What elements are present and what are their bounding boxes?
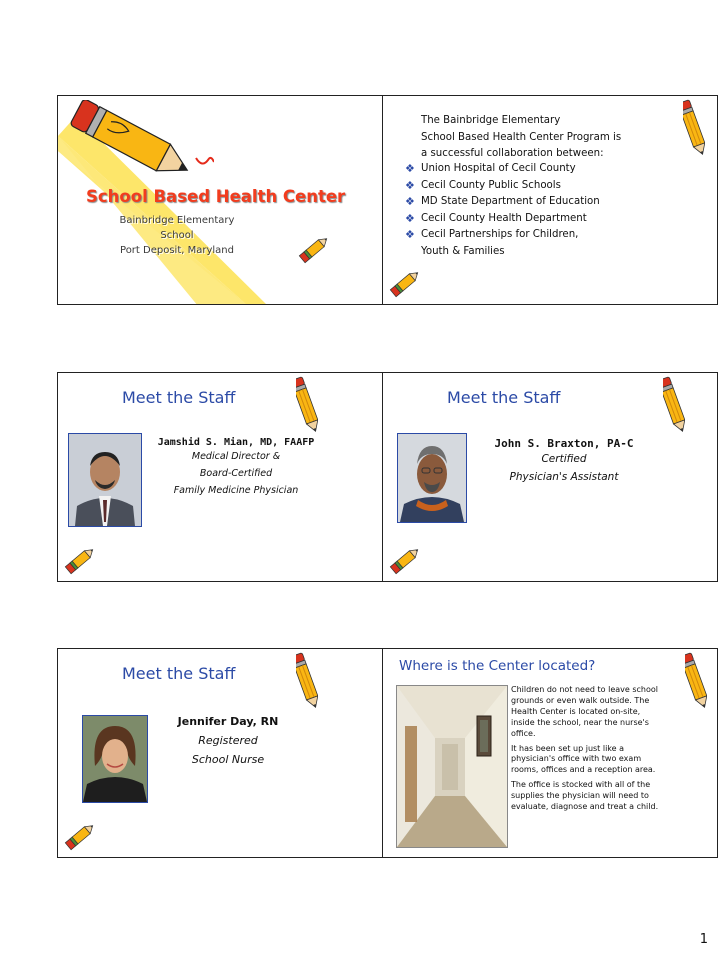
staff-role: Medical Director &: [191, 451, 281, 462]
staff-photo-nurse: [82, 715, 148, 803]
big-pencil-icon: [64, 100, 214, 178]
slide-staff-pa: [382, 372, 718, 582]
staff-info-physician: [150, 437, 322, 499]
paragraph: It has been set up just like a physician's office with two exam rooms, offices and a reception area.: [511, 743, 656, 775]
location-text: [511, 685, 661, 817]
slide-location: [382, 648, 718, 858]
staff-name: John S. Braxton, PA-C: [494, 437, 634, 450]
small-pencil-icon: [294, 230, 334, 270]
diamond-bullet-icon: ❖: [405, 195, 415, 209]
slide-collaboration: [382, 95, 718, 305]
intro-text: [421, 113, 661, 163]
small-pencil-icon: [385, 264, 425, 304]
intro-line: School Based Health Center Program is: [421, 131, 622, 143]
subtitle-school: Bainbridge Elementary School: [119, 215, 235, 241]
staff-role: Registered: [198, 734, 258, 747]
intro-line: The Bainbridge Elementary: [421, 115, 561, 126]
partner-list: [405, 161, 665, 261]
person-icon: [83, 716, 147, 802]
small-pencil-icon: [60, 541, 100, 581]
pencil-icon: [296, 375, 318, 439]
hallway-photo: [396, 685, 508, 848]
list-item: Youth & Families: [421, 245, 505, 257]
small-pencil-icon: [385, 541, 425, 581]
slide1-title: School Based Health Center: [86, 187, 346, 206]
staff-name: Jennifer Day, RN: [177, 715, 279, 728]
slide-staff-nurse: [57, 648, 393, 858]
diamond-bullet-icon: ❖: [405, 162, 415, 175]
paragraph: Children do not need to leave school grounds or even walk outside. The Health Center is located on-site, inside the school, near the nurse's office.: [511, 685, 658, 738]
slide6-title: Where is the Center located?: [399, 658, 596, 674]
pencil-icon: [685, 651, 707, 715]
slide-title: [57, 95, 393, 305]
list-item: ❖ Union Hospital of Cecil County: [405, 161, 665, 178]
list-item: ❖ Cecil County Health Department: [405, 211, 665, 228]
hallway-image-icon: [397, 686, 507, 847]
intro-line: a successful collaboration between:: [421, 148, 604, 159]
pencil-icon: [296, 651, 318, 715]
list-item: ❖ Cecil Partnerships for Children,: [405, 227, 665, 244]
staff-info-nurse: [168, 713, 288, 769]
pencil-icon: [683, 98, 705, 162]
slide3-title: Meet the Staff: [122, 388, 236, 407]
staff-role: Family Medicine Physician: [173, 485, 299, 496]
staff-photo-physician: [68, 433, 142, 527]
slide1-subtitle: [106, 213, 248, 258]
person-icon: [69, 434, 141, 526]
small-pencil-icon: [60, 817, 100, 857]
staff-photo-pa: [397, 433, 467, 523]
staff-role: Physician's Assistant: [509, 471, 619, 483]
person-icon: [398, 434, 466, 522]
page-number: 1: [699, 932, 708, 947]
diamond-bullet-icon: ❖: [405, 178, 415, 192]
staff-role: Certified: [541, 453, 587, 465]
staff-info-pa: [479, 437, 649, 486]
paragraph: The office is stocked with all of the supplies the physician will need to evaluate, diagnose and treat a child.: [511, 780, 659, 812]
slide5-title: Meet the Staff: [122, 664, 236, 683]
diamond-bullet-icon: ❖: [405, 228, 415, 242]
list-item: ❖ MD State Department of Education: [405, 194, 665, 211]
slide-staff-physician: [57, 372, 393, 582]
staff-name: Jamshid S. Mian, MD, FAAFP: [157, 437, 315, 448]
staff-role: Board-Certified: [199, 468, 273, 479]
diamond-bullet-icon: ❖: [405, 211, 415, 225]
pencil-icon: [663, 375, 685, 439]
slide4-title: Meet the Staff: [447, 388, 561, 407]
staff-role: School Nurse: [191, 753, 265, 766]
subtitle-location: Port Deposit, Maryland: [120, 245, 234, 256]
list-item: ❖ Cecil County Public Schools: [405, 178, 665, 195]
